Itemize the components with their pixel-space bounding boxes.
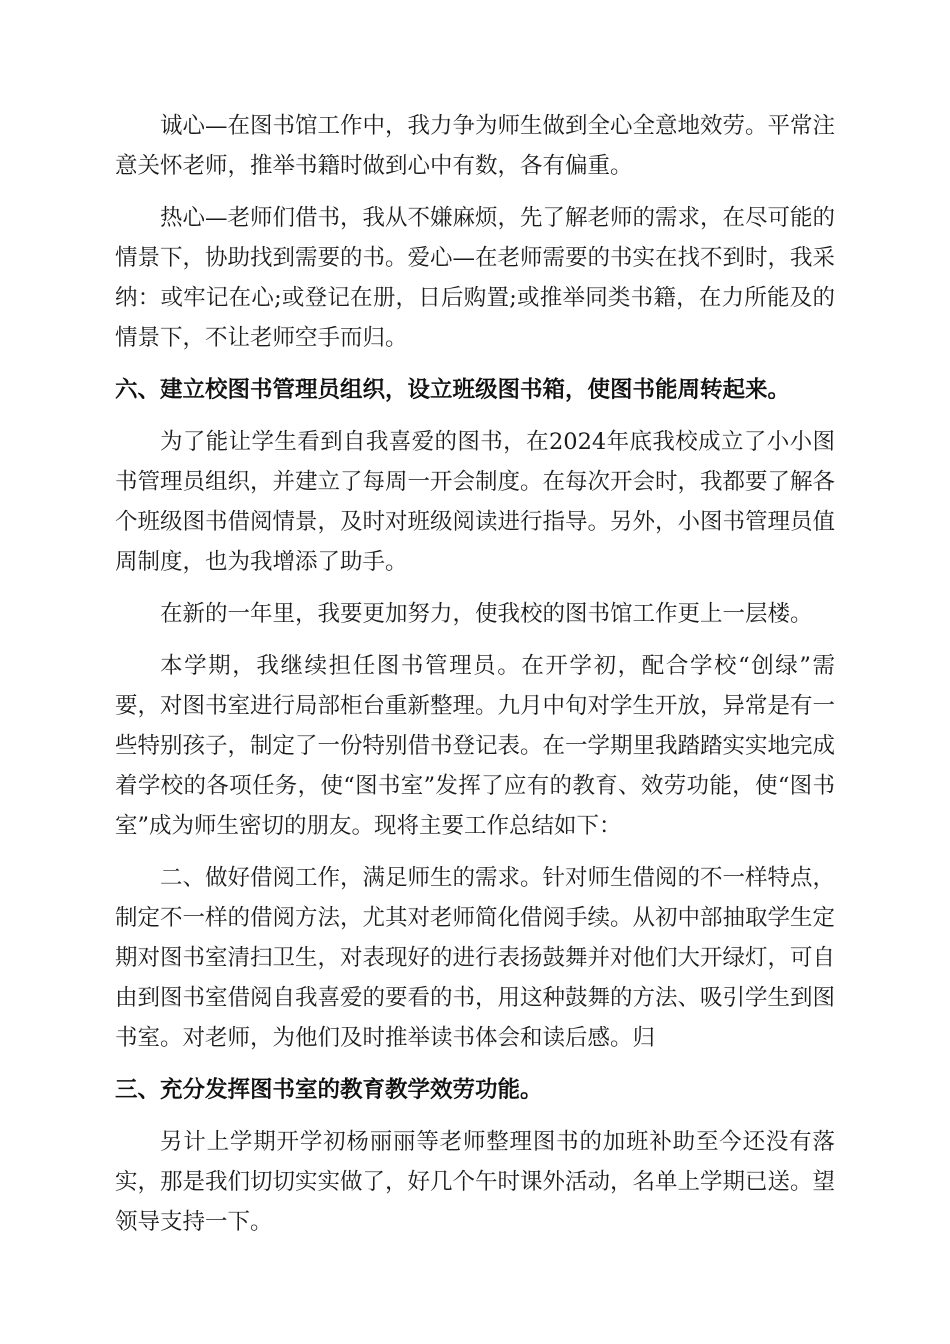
paragraph-sincerity: 诚心—在图书馆工作中，我力争为师生做到全心全意地效劳。平常注意关怀老师，推举书籍时做到心中有数，各有偏重。 xyxy=(115,113,836,179)
paragraph-semester-summary: 本学期，我继续担任图书管理员。在开学初，配合学校“创绿”需要，对图书室进行局部柜台重新整理。九月中旬对学生开放，异常是有一些特别孩子，制定了一份特别借书登记表。在一学期里我踏踏实实地完成着学校的各项任务，使“图书室”发挥了应有的教育、效劳功能，使“图书室”成为师生密切的朋友。现将主要工作总结如下： xyxy=(115,653,836,839)
paragraph-enthusiasm: 热心—老师们借书，我从不嫌麻烦，先了解老师的需求，在尽可能的情景下，协助找到需要的书。爱心—在老师需要的书实在找不到时，我采纳：或牢记在心;或登记在册，日后购置;或推举同类书籍，在力所能及的情景下，不让老师空手而归。 xyxy=(115,205,836,351)
paragraph-section-two: 二、做好借阅工作，满足师生的需求。针对师生借阅的不一样特点，制定不一样的借阅方法，尤其对老师简化借阅手续。从初中部抽取学生定期对图书室清扫卫生，对表现好的进行表扬鼓舞并对他们大开绿灯，可自由到图书室借阅自我喜爱的要看的书，用这种鼓舞的方法、吸引学生到图书室。对老师，为他们及时推举读书体会和读后感。归 xyxy=(115,865,836,1051)
paragraph-overtime-subsidy: 另计上学期开学初杨丽丽等老师整理图书的加班补助至今还没有落实，那是我们切切实实做了，好几个午时课外活动，名单上学期已送。望领导支持一下。 xyxy=(115,1129,836,1235)
paragraph-new-year: 在新的一年里，我要更加努力，使我校的图书馆工作更上一层楼。 xyxy=(160,601,813,627)
paragraph-librarian-organization: 为了能让学生看到自我喜爱的图书，在2024年底我校成立了小小图书管理员组织，并建立了每周一开会制度。在每次开会时，我都要了解各个班级图书借阅情景，及时对班级阅读进行指导。另外，小图书管理员值周制度，也为我增添了助手。 xyxy=(115,429,836,575)
document-body xyxy=(115,106,835,1254)
section-heading-three: 三、充分发挥图书室的教育教学效劳功能。 xyxy=(115,1077,543,1103)
section-heading-six: 六、建立校图书管理员组织，设立班级图书箱，使图书能周转起来。 xyxy=(115,377,791,403)
